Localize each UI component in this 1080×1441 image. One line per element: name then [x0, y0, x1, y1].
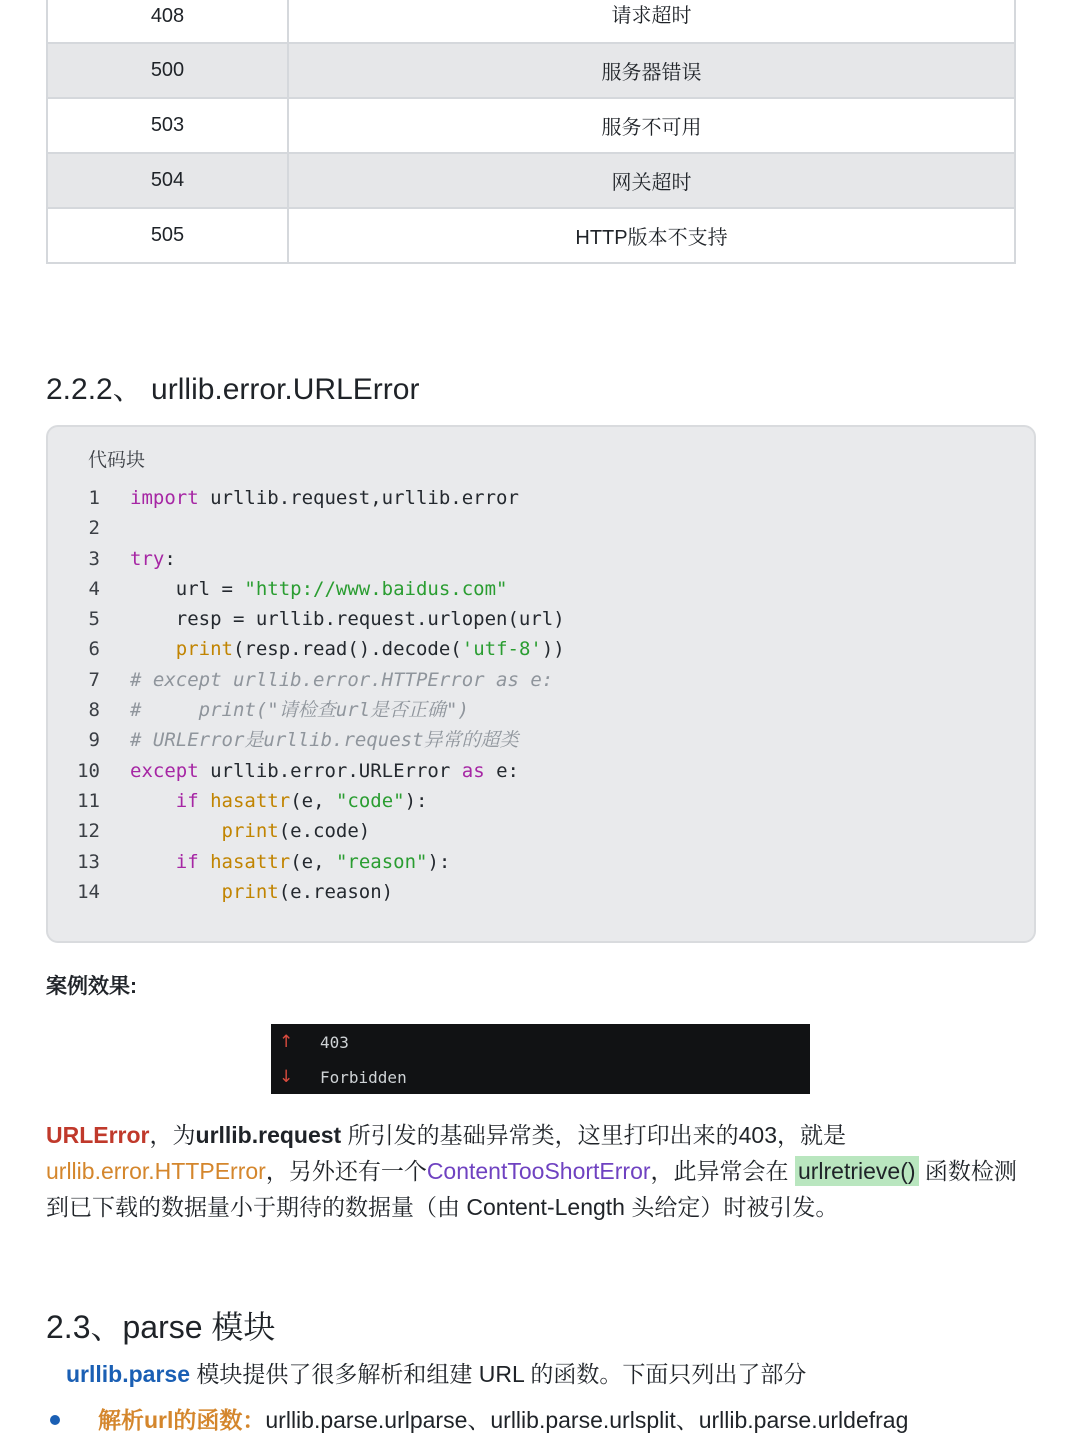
status-code-cell: 504: [47, 153, 288, 208]
terminal-row: [271, 1024, 810, 1059]
line-number: 4: [88, 577, 100, 600]
code-line: [48, 513, 1034, 543]
down-arrow-icon[interactable]: ↓: [279, 1067, 294, 1087]
status-code-cell: 505: [47, 208, 288, 263]
table-row: [47, 208, 1015, 263]
bullet-label: 解析url的函数：: [98, 1407, 266, 1433]
line-number: 5: [88, 608, 100, 631]
term-urllib-parse: urllib.parse: [66, 1361, 190, 1387]
term-urlretrieve-highlight: urlretrieve(): [795, 1156, 919, 1186]
section-heading-urlerror: 2.2.2、 urllib.error.URLError: [46, 373, 420, 406]
effect-label: 案例效果:: [46, 975, 137, 998]
status-code-cell: 503: [47, 98, 288, 153]
line-number: 8: [88, 699, 100, 722]
bullet-icon: [50, 1415, 60, 1425]
code-line: 10 except urllib.error.URLError as e:: [48, 756, 1034, 786]
explanation-paragraph: URLError，为urllib.request 所引发的基础异常类，这里打印出来的403，就是 urllib.error.HTTPError，另外还有一个ContentTooShortError，此异常会在 urlretrieve() 函数检测到已下载的数据量小于期待的数据量（由 Content-Length 头给定）时被引发。: [46, 1122, 1017, 1220]
terminal-line: 403: [320, 1033, 349, 1052]
table-row: [47, 0, 1015, 43]
code-line: 13 if hasattr(e, "reason"):: [48, 847, 1034, 877]
line-number: 6: [88, 638, 100, 661]
line-number: 11: [77, 789, 100, 812]
table-row: [47, 43, 1015, 98]
status-desc-cell: 请求超时: [288, 0, 1015, 43]
line-number: 13: [77, 850, 100, 873]
term-httperror: urllib.error.HTTPError: [46, 1158, 266, 1184]
status-desc-cell: HTTP版本不支持: [288, 208, 1015, 263]
code-line: 1 import urllib.request,urllib.error: [48, 483, 1034, 513]
code-line: 14 print(e.reason): [48, 877, 1034, 907]
status-desc-cell: 网关超时: [288, 153, 1015, 208]
line-number: 9: [88, 729, 100, 752]
line-number: 7: [88, 668, 100, 691]
up-arrow-icon[interactable]: ↑: [279, 1032, 294, 1052]
code-line: 9 # URLError是urllib.request异常的超类: [48, 725, 1034, 755]
status-code-cell: 408: [47, 0, 288, 43]
code-line: 3 try:: [48, 544, 1034, 574]
status-code-table: [46, 0, 1016, 264]
terminal-output: [271, 1024, 810, 1094]
line-number: 10: [77, 759, 100, 782]
code-line: 5 resp = urllib.request.urlopen(url): [48, 604, 1034, 634]
code-lines: [48, 483, 1034, 907]
code-line: 4 url = "http://www.baidus.com": [48, 574, 1034, 604]
status-desc-cell: 服务器错误: [288, 43, 1015, 98]
table-row: [47, 98, 1015, 153]
code-line: 7 # except urllib.error.HTTPError as e:: [48, 665, 1034, 695]
terminal-row: [271, 1059, 810, 1094]
bullet-text: urllib.parse.urlparse、urllib.parse.urlsplit、urllib.parse.urldefrag: [265, 1407, 909, 1433]
status-desc-cell: 服务不可用: [288, 98, 1015, 153]
parse-intro: urllib.parse 模块提供了很多解析和组建 URL 的函数。下面只列出了部分: [66, 1361, 807, 1387]
line-number: 1: [88, 487, 100, 509]
line-number: 12: [77, 820, 100, 843]
code-line: 8 # print("请检查url是否正确"): [48, 695, 1034, 725]
list-item: [46, 1402, 908, 1435]
code-line: 6 print(resp.read().decode('utf-8')): [48, 634, 1034, 664]
term-urlerror: URLError: [46, 1122, 150, 1148]
code-block-caption: 代码块: [88, 450, 146, 471]
line-number: 3: [88, 547, 100, 570]
code-line: 12 print(e.code): [48, 816, 1034, 846]
line-number: 14: [77, 880, 100, 903]
line-number: 2: [88, 517, 100, 540]
term-urllib-request: urllib.request: [195, 1122, 342, 1148]
terminal-line: Forbidden: [320, 1068, 407, 1087]
code-block: [46, 425, 1036, 943]
term-contenttooshorterror: ContentTooShortError: [426, 1158, 651, 1184]
section-heading-parse: 2.3、parse 模块: [46, 1309, 276, 1345]
table-row: [47, 153, 1015, 208]
code-line: 11 if hasattr(e, "code"):: [48, 786, 1034, 816]
status-code-cell: 500: [47, 43, 288, 98]
